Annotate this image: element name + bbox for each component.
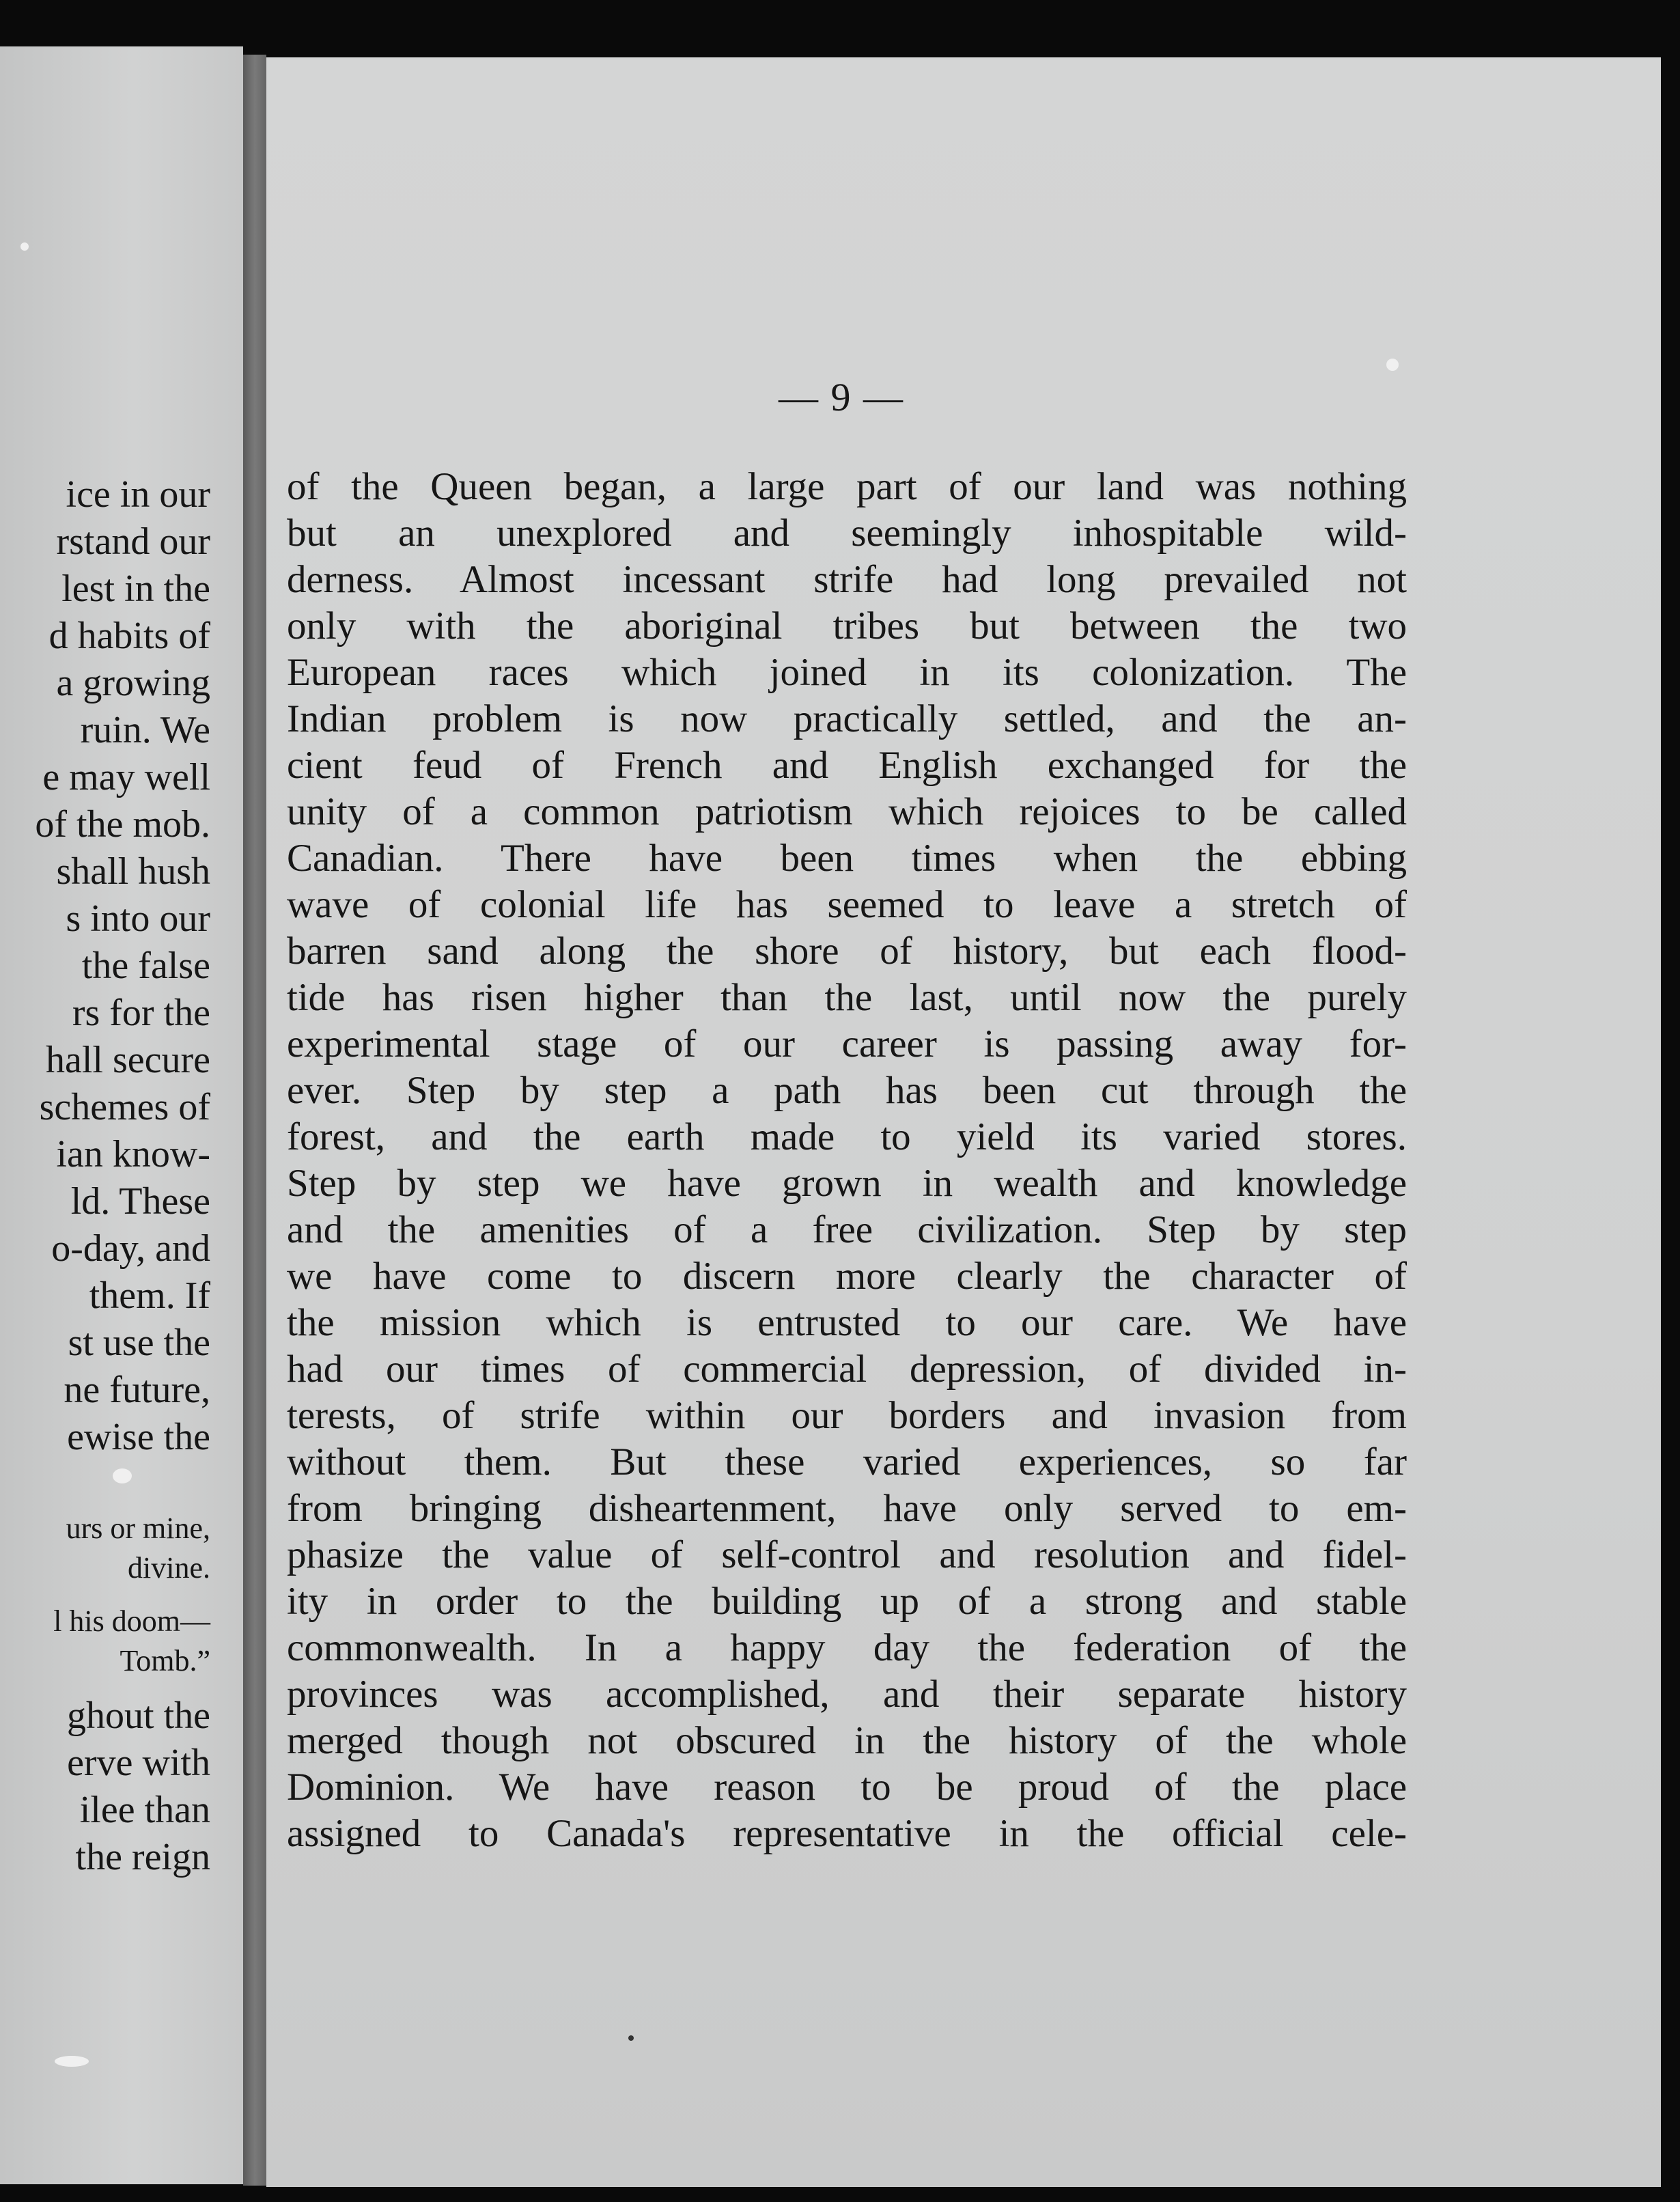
left-line: ewise the bbox=[67, 1416, 210, 1458]
body-line: wave of colonial life has seemed to leave a stretch of bbox=[287, 883, 1407, 926]
body-line: derness. Almost incessant strife had long prevailed not bbox=[287, 558, 1407, 601]
left-line: ian know- bbox=[56, 1133, 210, 1175]
body-line: unity of a common patriotism which rejoices to be called bbox=[287, 790, 1407, 833]
body-line: the mission which is entrusted to our care. We have bbox=[287, 1301, 1407, 1344]
left-line: rs for the bbox=[72, 992, 210, 1034]
body-line: assigned to Canada's representative in the official cele- bbox=[287, 1812, 1407, 1855]
dust-speck bbox=[20, 242, 29, 251]
dust-speck bbox=[1386, 359, 1399, 371]
dust-speck bbox=[113, 1468, 132, 1483]
body-line: we have come to discern more clearly the character of bbox=[287, 1255, 1407, 1298]
left-line: hall secure bbox=[46, 1039, 210, 1081]
body-line: but an unexplored and seemingly inhospitable wild- bbox=[287, 512, 1407, 555]
body-line: ity in order to the building up of a strong and stable bbox=[287, 1580, 1407, 1623]
body-line: European races which joined in its colonization. The bbox=[287, 651, 1407, 694]
left-line: o-day, and bbox=[51, 1227, 210, 1270]
book-gutter bbox=[243, 55, 266, 2186]
body-line: provinces was accomplished, and their separate history bbox=[287, 1673, 1407, 1716]
body-line: Indian problem is now practically settled, and the an- bbox=[287, 697, 1407, 740]
left-line: them. If bbox=[89, 1274, 210, 1317]
body-line: and the amenities of a free civilization. Step by step bbox=[287, 1208, 1407, 1251]
body-line: without them. But these varied experiences, so far bbox=[287, 1440, 1407, 1483]
body-line: cient feud of French and English exchanged for the bbox=[287, 744, 1407, 787]
left-line: s into our bbox=[66, 897, 210, 940]
body-line: terests, of strife within our borders and invasion from bbox=[287, 1394, 1407, 1437]
body-line: Canadian. There have been times when the ebbing bbox=[287, 837, 1407, 880]
left-line: schemes of bbox=[39, 1086, 210, 1128]
body-line: only with the aboriginal tribes but between the two bbox=[287, 604, 1407, 647]
body-line: Dominion. We have reason to be proud of the place bbox=[287, 1766, 1407, 1809]
left-line: ilee than bbox=[79, 1789, 210, 1831]
body-line: Step by step we have grown in wealth and knowledge bbox=[287, 1162, 1407, 1205]
body-line: barren sand along the shore of history, but each flood- bbox=[287, 930, 1407, 973]
body-line: merged though not obscured in the history of the whole bbox=[287, 1719, 1407, 1762]
left-line: ne future, bbox=[64, 1369, 210, 1411]
body-line: ever. Step by step a path has been cut through the bbox=[287, 1069, 1407, 1112]
left-quote-line: l his doom— bbox=[53, 1604, 210, 1638]
page-number: — 9 — bbox=[779, 375, 904, 419]
body-line: forest, and the earth made to yield its varied stores. bbox=[287, 1115, 1407, 1158]
left-line: ghout the bbox=[67, 1695, 210, 1737]
left-line: ruin. We bbox=[80, 709, 210, 751]
left-line: of the mob. bbox=[35, 803, 210, 846]
body-line: had our times of commercial depression, of divided in- bbox=[287, 1348, 1407, 1391]
left-page bbox=[0, 46, 243, 2184]
dust-speck bbox=[628, 2035, 634, 2041]
left-line: e may well bbox=[42, 756, 210, 798]
left-line: ld. These bbox=[70, 1180, 210, 1223]
left-line: the false bbox=[81, 945, 210, 987]
body-line: tide has risen higher than the last, until now the purely bbox=[287, 976, 1407, 1019]
body-line: experimental stage of our career is passing away for- bbox=[287, 1022, 1407, 1065]
left-line: the reign bbox=[75, 1836, 210, 1878]
left-quote-line: divine. bbox=[128, 1551, 210, 1585]
body-line: commonwealth. In a happy day the federation of the bbox=[287, 1626, 1407, 1669]
left-line: ice in our bbox=[66, 473, 210, 516]
dust-speck bbox=[55, 2056, 89, 2067]
left-line: d habits of bbox=[48, 615, 210, 657]
body-line: phasize the value of self-control and resolution and fidel- bbox=[287, 1533, 1407, 1576]
left-line: erve with bbox=[67, 1742, 210, 1784]
left-line: lest in the bbox=[61, 568, 210, 610]
left-line: st use the bbox=[68, 1322, 210, 1364]
left-quote-line: urs or mine, bbox=[66, 1511, 210, 1545]
left-quote-line: Tomb.” bbox=[120, 1644, 210, 1677]
left-line: shall hush bbox=[56, 850, 210, 893]
left-line: a growing bbox=[56, 662, 210, 704]
body-line: of the Queen began, a large part of our land was nothing bbox=[287, 465, 1407, 508]
left-line: rstand our bbox=[56, 520, 210, 563]
body-line: from bringing disheartenment, have only served to em- bbox=[287, 1487, 1407, 1530]
